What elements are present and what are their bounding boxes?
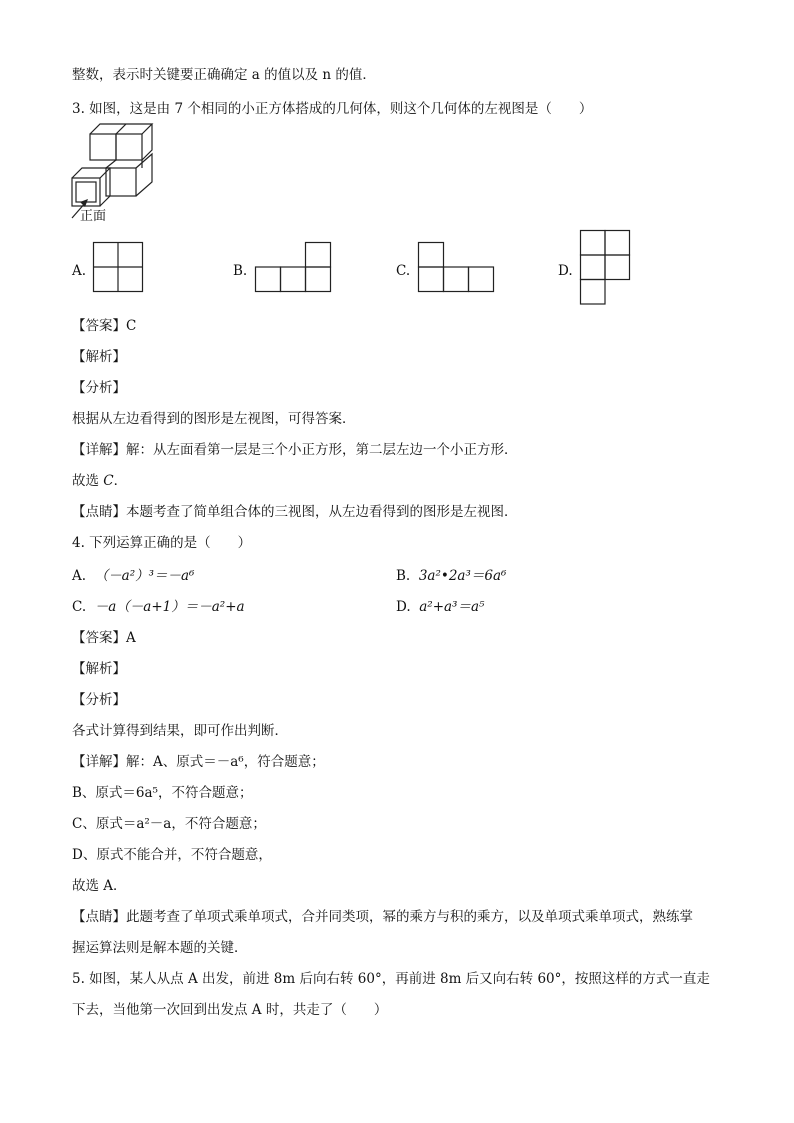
q3-answer-value: C xyxy=(126,318,137,334)
q4-detail-1 xyxy=(72,753,325,771)
q4-option-d-label: D. xyxy=(396,599,411,615)
cube-top-left xyxy=(90,134,116,160)
q3-jiexi: 【解析】 xyxy=(72,349,126,365)
q3-detail-text: 解：从左面看第一层是三个小正方形，第二层左边一个小正方形． xyxy=(126,442,518,458)
q4-answer-tag: 【答案】 xyxy=(72,630,126,646)
q4-jiexi: 【解析】 xyxy=(72,661,126,677)
q4-option-b xyxy=(396,567,506,585)
q3-answer xyxy=(72,317,136,335)
q4-detail-1-text: 解：A、原式＝－a⁶，符合题意； xyxy=(126,754,325,770)
q4-detail-3: C、原式＝a²－a，不符合题意； xyxy=(72,816,266,832)
q3-comment-text: 本题考查了简单组合体的三视图，从左边看得到的图形是左视图． xyxy=(126,504,518,520)
q3-comment-tag: 【点睛】 xyxy=(72,504,126,520)
q5-question-1: 5. 如图，某人从点 A 出发，前进 8m 后向右转 60°，再前进 8m 后又向右转 60°，按照这样的方式一直走 xyxy=(72,971,710,987)
q4-answer xyxy=(72,629,136,647)
q3-option-a-label: A. xyxy=(72,263,87,279)
q3-option-d-figure xyxy=(580,230,630,305)
q4-option-b-text: 3a²•2a³＝6a⁶ xyxy=(418,568,507,584)
q4-choose: 故选 A． xyxy=(72,878,127,894)
q4-option-d-text: a²+a³＝a⁵ xyxy=(419,599,485,615)
q3-detail-tag: 【详解】 xyxy=(72,442,126,458)
q5-question-2: 下去，当他第一次回到出发点 A 时，共走了（ ） xyxy=(72,1002,388,1018)
q4-comment-tag: 【点睛】 xyxy=(72,909,126,925)
q3-analysis: 根据从左边看得到的图形是左视图，可得答案． xyxy=(72,411,356,427)
q3-option-b-label: B. xyxy=(233,263,248,279)
q4-detail-2: B、原式＝6a⁵，不符合题意； xyxy=(72,785,253,801)
q3-option-c-label: C. xyxy=(396,263,411,279)
q4-question: 4. 下列运算正确的是（ ） xyxy=(72,535,252,551)
q4-option-b-label: B. xyxy=(396,568,411,584)
q3-option-a-figure xyxy=(93,242,143,292)
intro-line: 整数，表示时关键要正确确定 a 的值以及 n 的值． xyxy=(72,67,376,83)
q3-comment xyxy=(72,503,518,521)
q3-cube-figure xyxy=(66,122,166,222)
q3-choose xyxy=(72,472,127,490)
q4-comment-2: 握运算法则是解本题的关键． xyxy=(72,940,248,956)
q4-option-a-text: （－a²）³＝－a⁶ xyxy=(94,568,195,584)
q4-answer-value: A xyxy=(126,630,136,646)
q4-option-d xyxy=(396,598,484,616)
q3-fenxi: 【分析】 xyxy=(72,380,126,396)
q3-choose-prefix: 故选 xyxy=(72,473,104,489)
q4-comment-1-text: 此题考查了单项式乘单项式，合并同类项，幂的乘方与积的乘方，以及单项式乘单项式，熟练掌 xyxy=(126,909,693,925)
q3-question: 3. 如图，这是由 7 个相同的小正方体搭成的几何体，则这个几何体的左视图是（ ） xyxy=(72,101,593,117)
q4-detail-tag: 【详解】 xyxy=(72,754,126,770)
q3-option-c-figure xyxy=(418,242,494,292)
q3-choose-suffix: ． xyxy=(113,473,128,489)
q3-front-label: 正面 xyxy=(80,209,107,224)
q3-option-d-label: D. xyxy=(558,263,573,279)
q3-choose-value: C xyxy=(103,473,114,489)
q4-option-c-text: －a（－a+1）＝－a²+a xyxy=(94,599,245,615)
q4-option-a xyxy=(72,567,194,585)
q4-option-c-label: C. xyxy=(72,599,87,615)
q4-comment-1 xyxy=(72,908,693,926)
q3-answer-tag: 【答案】 xyxy=(72,318,126,334)
q4-detail-4: D、原式不能合并，不符合题意， xyxy=(72,847,272,863)
q4-option-a-label: A. xyxy=(72,568,87,584)
q4-analysis: 各式计算得到结果，即可作出判断． xyxy=(72,723,288,739)
q4-option-c xyxy=(72,598,245,616)
q3-option-b-figure xyxy=(255,242,331,292)
q4-fenxi: 【分析】 xyxy=(72,692,126,708)
cube-top-right xyxy=(116,134,142,160)
q3-detail xyxy=(72,441,518,459)
